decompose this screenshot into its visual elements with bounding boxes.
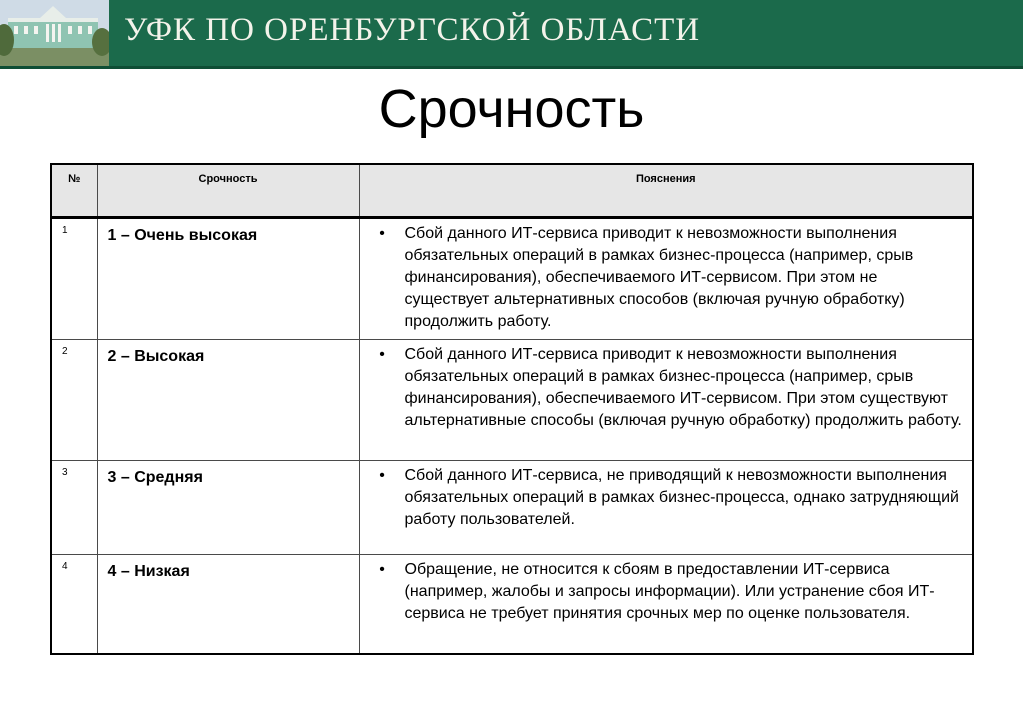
row-number: 3 bbox=[51, 461, 97, 555]
table-row bbox=[51, 218, 973, 340]
table-header-row bbox=[51, 164, 973, 218]
explanation-text: Сбой данного ИТ-сервиса приводит к невозможности выполнения обязательных операций в рамках бизнес-процесса (например, срыв финансирования), обеспечиваемого ИТ-сервисом. При этом не существует альтернативных способов (включая ручную обработку) продолжить работу. bbox=[404, 225, 914, 330]
header-banner bbox=[0, 0, 1023, 69]
building-photo bbox=[0, 0, 109, 66]
bullet-icon: • bbox=[379, 561, 385, 578]
bullet-icon: • bbox=[379, 346, 385, 363]
row-number: 4 bbox=[51, 555, 97, 655]
table-row bbox=[51, 340, 973, 461]
explanation-text: Сбой данного ИТ-сервиса, не приводящий к невозможности выполнения обязательных операций в рамках бизнес-процесса, однако затрудняющий работу пользователей. bbox=[404, 467, 959, 528]
explanation-cell bbox=[359, 461, 973, 555]
table-row bbox=[51, 461, 973, 555]
page-title: Срочность bbox=[378, 79, 645, 139]
explanation-cell bbox=[359, 340, 973, 461]
row-number: 1 bbox=[51, 218, 97, 340]
urgency-table bbox=[50, 163, 974, 655]
row-number: 2 bbox=[51, 340, 97, 461]
bullet-icon: • bbox=[379, 467, 385, 484]
column-header-explanation: Пояснения bbox=[359, 164, 973, 218]
urgency-level: 2 – Высокая bbox=[97, 340, 359, 461]
explanation-text: Сбой данного ИТ-сервиса приводит к невозможности выполнения обязательных операций в рамках бизнес-процесса (например, срыв финансирования), обеспечиваемого ИТ-сервисом. При этом существуют альтернативные способы (включая ручную обработку) продолжить работу. bbox=[404, 346, 962, 429]
bullet-icon: • bbox=[379, 225, 385, 242]
explanation-cell bbox=[359, 555, 973, 655]
banner-title: УФК ПО ОРЕНБУРГСКОЙ ОБЛАСТИ bbox=[124, 12, 701, 48]
urgency-level: 3 – Средняя bbox=[97, 461, 359, 555]
column-header-urgency: Срочность bbox=[97, 164, 359, 218]
table-row bbox=[51, 555, 973, 655]
explanation-cell bbox=[359, 218, 973, 340]
column-header-number: № bbox=[51, 164, 97, 218]
explanation-text: Обращение, не относится к сбоям в предоставлении ИТ-сервиса (например, жалобы и запросы информации). Или устранение сбоя ИТ-сервиса не требует принятия срочных мер по оценке пользователя. bbox=[404, 561, 935, 622]
urgency-level: 4 – Низкая bbox=[97, 555, 359, 655]
urgency-level: 1 – Очень высокая bbox=[97, 218, 359, 340]
